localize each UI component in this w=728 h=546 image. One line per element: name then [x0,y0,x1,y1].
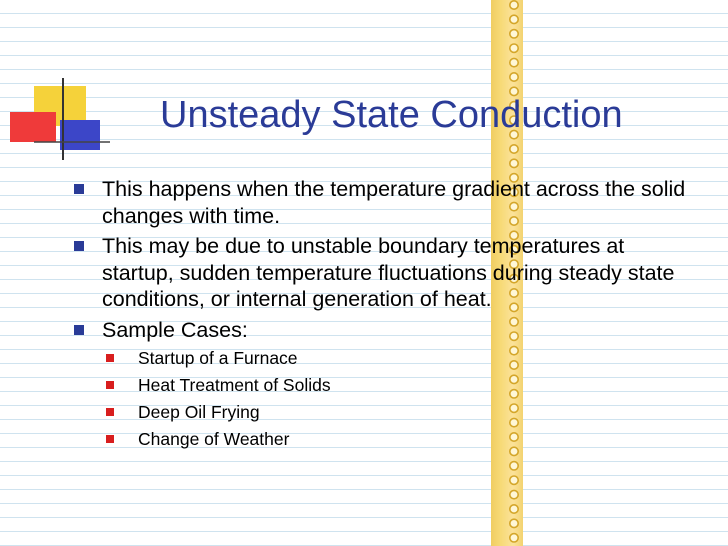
sub-bullet-item [106,426,694,453]
bullet-item [74,317,694,344]
binding-ring [510,15,518,23]
bullet-list [74,176,694,453]
binding-ring [510,490,518,498]
square-bullet-icon [74,325,84,335]
binding-ring [510,462,518,470]
square-bullet-icon [106,408,114,416]
square-bullet-icon [74,184,84,194]
binding-ring [510,44,518,52]
decorative-squares-logo [0,0,110,170]
slide-title: Unsteady State Conduction [160,94,623,136]
sub-bullet-text: Heat Treatment of Solids [138,375,331,395]
bullet-item [74,233,694,313]
blue-square [60,120,100,150]
square-bullet-icon [106,354,114,362]
sub-bullet-text: Startup of a Furnace [138,348,298,368]
binding-ring [510,159,518,167]
binding-ring [510,534,518,542]
binding-ring [510,505,518,513]
square-bullet-icon [106,381,114,389]
bullet-item [74,176,694,229]
binding-ring [510,145,518,153]
binding-ring [510,73,518,81]
binding-ring [510,519,518,527]
binding-ring [510,58,518,66]
sub-bullet-text: Deep Oil Frying [138,402,260,422]
sub-bullet-text: Change of Weather [138,429,290,449]
binding-ring [510,476,518,484]
sub-bullet-list [74,345,694,453]
red-square [10,112,56,142]
sub-bullet-item [106,399,694,426]
sub-bullet-item [106,372,694,399]
binding-ring [510,30,518,38]
bullet-text: This happens when the temperature gradient across the solid changes with time. [102,177,686,228]
binding-ring [510,1,518,9]
square-bullet-icon [106,435,114,443]
sub-bullet-item [106,345,694,372]
square-bullet-icon [74,241,84,251]
bullet-text: This may be due to unstable boundary temperatures at startup, sudden temperature fluctuations during steady state conditions, or internal generation of heat. [102,234,675,311]
bullet-text: Sample Cases: [102,317,248,342]
